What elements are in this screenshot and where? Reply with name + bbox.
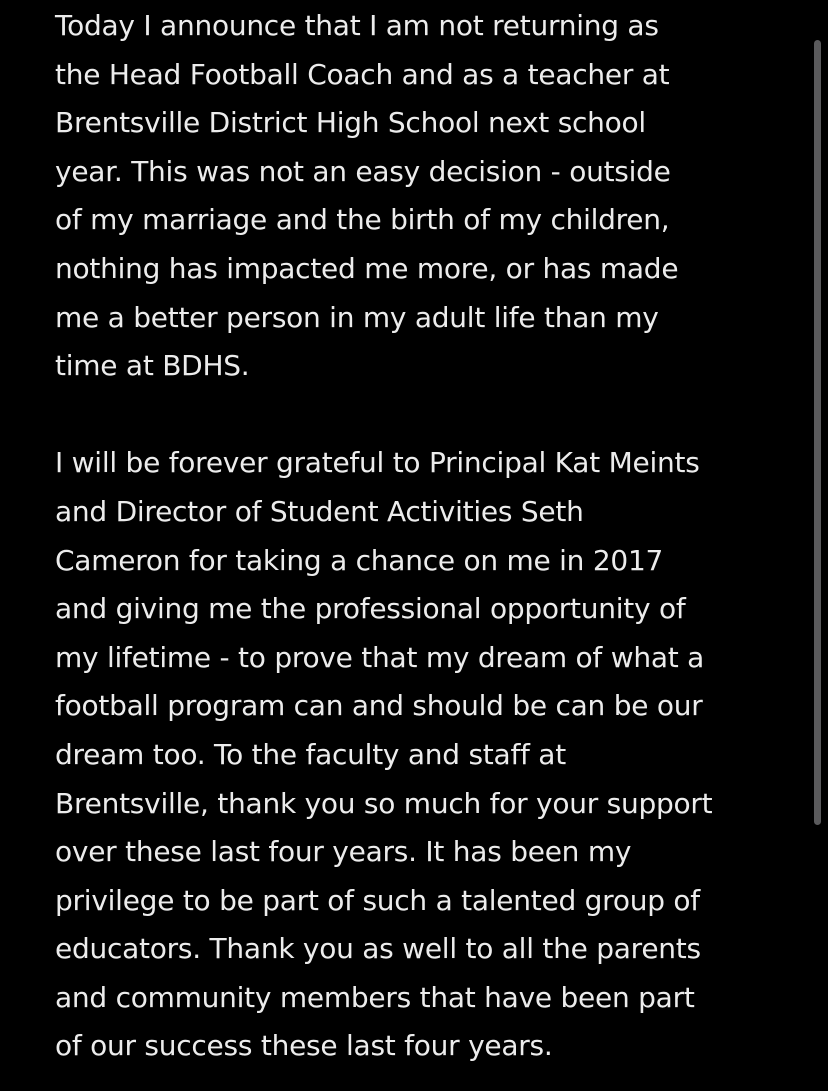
- text-line: of our success these last four years.: [55, 1029, 553, 1063]
- text-line: Brentsville District High School next school: [55, 106, 646, 140]
- text-line: time at BDHS.: [55, 349, 250, 383]
- text-line: of my marriage and the birth of my children,: [55, 203, 670, 237]
- note-body: [55, 2, 795, 1071]
- text-line: football program can and should be can be our: [55, 689, 703, 723]
- text-line: Brentsville, thank you so much for your support: [55, 786, 713, 820]
- text-line: and giving me the professional opportunity of: [55, 592, 686, 626]
- text-line: Cameron for taking a chance on me in 2017: [55, 543, 664, 577]
- text-line: Today I announce that I am not returning as: [55, 9, 659, 42]
- text-line: the Head Football Coach and as a teacher at: [55, 57, 670, 91]
- text-line: me a better person in my adult life than my: [55, 300, 659, 334]
- paragraph-spacer: [55, 391, 795, 440]
- paragraph-gratitude: [55, 439, 795, 1071]
- text-line: educators. Thank you as well to all the parents: [55, 932, 701, 966]
- text-line: my lifetime - to prove that my dream of what a: [55, 640, 705, 674]
- text-line: dream too. To the faculty and staff at: [55, 737, 566, 771]
- vertical-scrollbar[interactable]: [814, 40, 821, 825]
- text-line: nothing has impacted me more, or has made: [55, 251, 679, 285]
- paragraph-announcement: [55, 2, 795, 391]
- text-line: year. This was not an easy decision - outside: [55, 154, 671, 188]
- text-line: privilege to be part of such a talented group of: [55, 883, 700, 917]
- text-line: and Director of Student Activities Seth: [55, 494, 584, 528]
- text-line: over these last four years. It has been my: [55, 835, 632, 869]
- text-line: and community members that have been part: [55, 980, 695, 1014]
- text-line: I will be forever grateful to Principal Kat Meints: [55, 446, 700, 480]
